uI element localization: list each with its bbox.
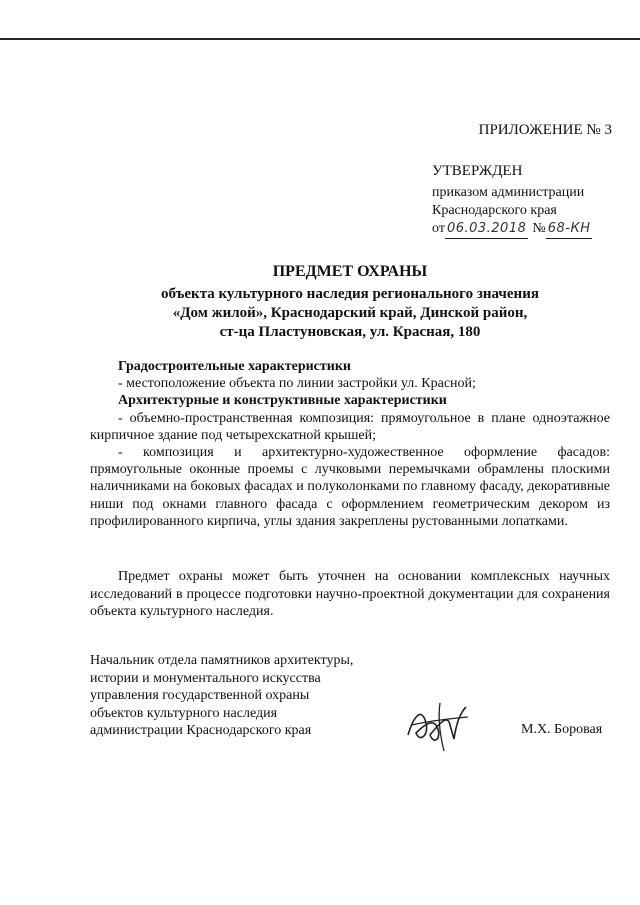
appendix-label: ПРИЛОЖЕНИЕ № 3 (478, 122, 612, 138)
title-heading: ПРЕДМЕТ ОХРАНЫ (272, 263, 428, 280)
number-prefix: № (532, 221, 546, 236)
characteristics-section (90, 358, 610, 530)
urban-heading: Градостроительные характеристики (118, 359, 351, 374)
approval-line-2: Краснодарского края (432, 203, 557, 218)
signer-line-4: объектов культурного наследия (90, 705, 278, 721)
title-line-3: ст-ца Пластуновская, ул. Красная, 180 (219, 324, 481, 340)
top-rule (0, 38, 640, 40)
signer-line-3: управления государственной охраны (90, 688, 310, 703)
signer-line-5: администрации Краснодарского края (90, 723, 312, 738)
signer-line-1: Начальник отдела памятников архитектуры, (90, 653, 354, 668)
handwritten-signature (400, 695, 480, 755)
signer-line-2: истории и монументального искусства (90, 670, 321, 686)
date-value: 06.03.2018 (445, 220, 528, 239)
arch-item-2: - композиция и архитектурно-художественное оформление фасадов: прямоугольные оконные проемы с лучковыми перемычками обрамлены плоскими наличниками на боковых фасадах и полуколонками по главному фасаду, декоративные ниши под окнами главного фасада с оформлением геометрическим декором из профилированного кирпича, углы здания закреплены рустованными лопатками. (90, 445, 610, 529)
signer-name: М.Х. Боровая (521, 722, 603, 737)
approval-line-1: приказом администрации (432, 185, 585, 200)
arch-heading: Архитектурные и конструктивные характеристики (118, 393, 447, 409)
arch-item-1: - объемно-пространственная композиция: прямоугольное в плане одноэтажное кирпичное здание под четырехскатной крышей; (90, 410, 610, 443)
approval-date-number (432, 220, 592, 239)
approval-block (432, 162, 592, 239)
approved-label: УТВЕРЖДЕН (432, 163, 523, 179)
title-line-1: объекта культурного наследия регионального значения (161, 286, 539, 302)
signer-block (90, 652, 353, 740)
document-title (70, 262, 630, 342)
urban-item: - местоположение объекта по линии застройки ул. Красной; (118, 376, 476, 392)
number-value: 68-КН (546, 220, 593, 239)
date-prefix: от (432, 221, 445, 236)
note-paragraph: Предмет охраны может быть уточнен на основании комплексных научных исследований в процессе подготовки научно-проектной документации для сохранения объекта культурного наследия. (90, 569, 610, 620)
title-line-2: «Дом жилой», Краснодарский край, Динской район, (172, 305, 528, 321)
